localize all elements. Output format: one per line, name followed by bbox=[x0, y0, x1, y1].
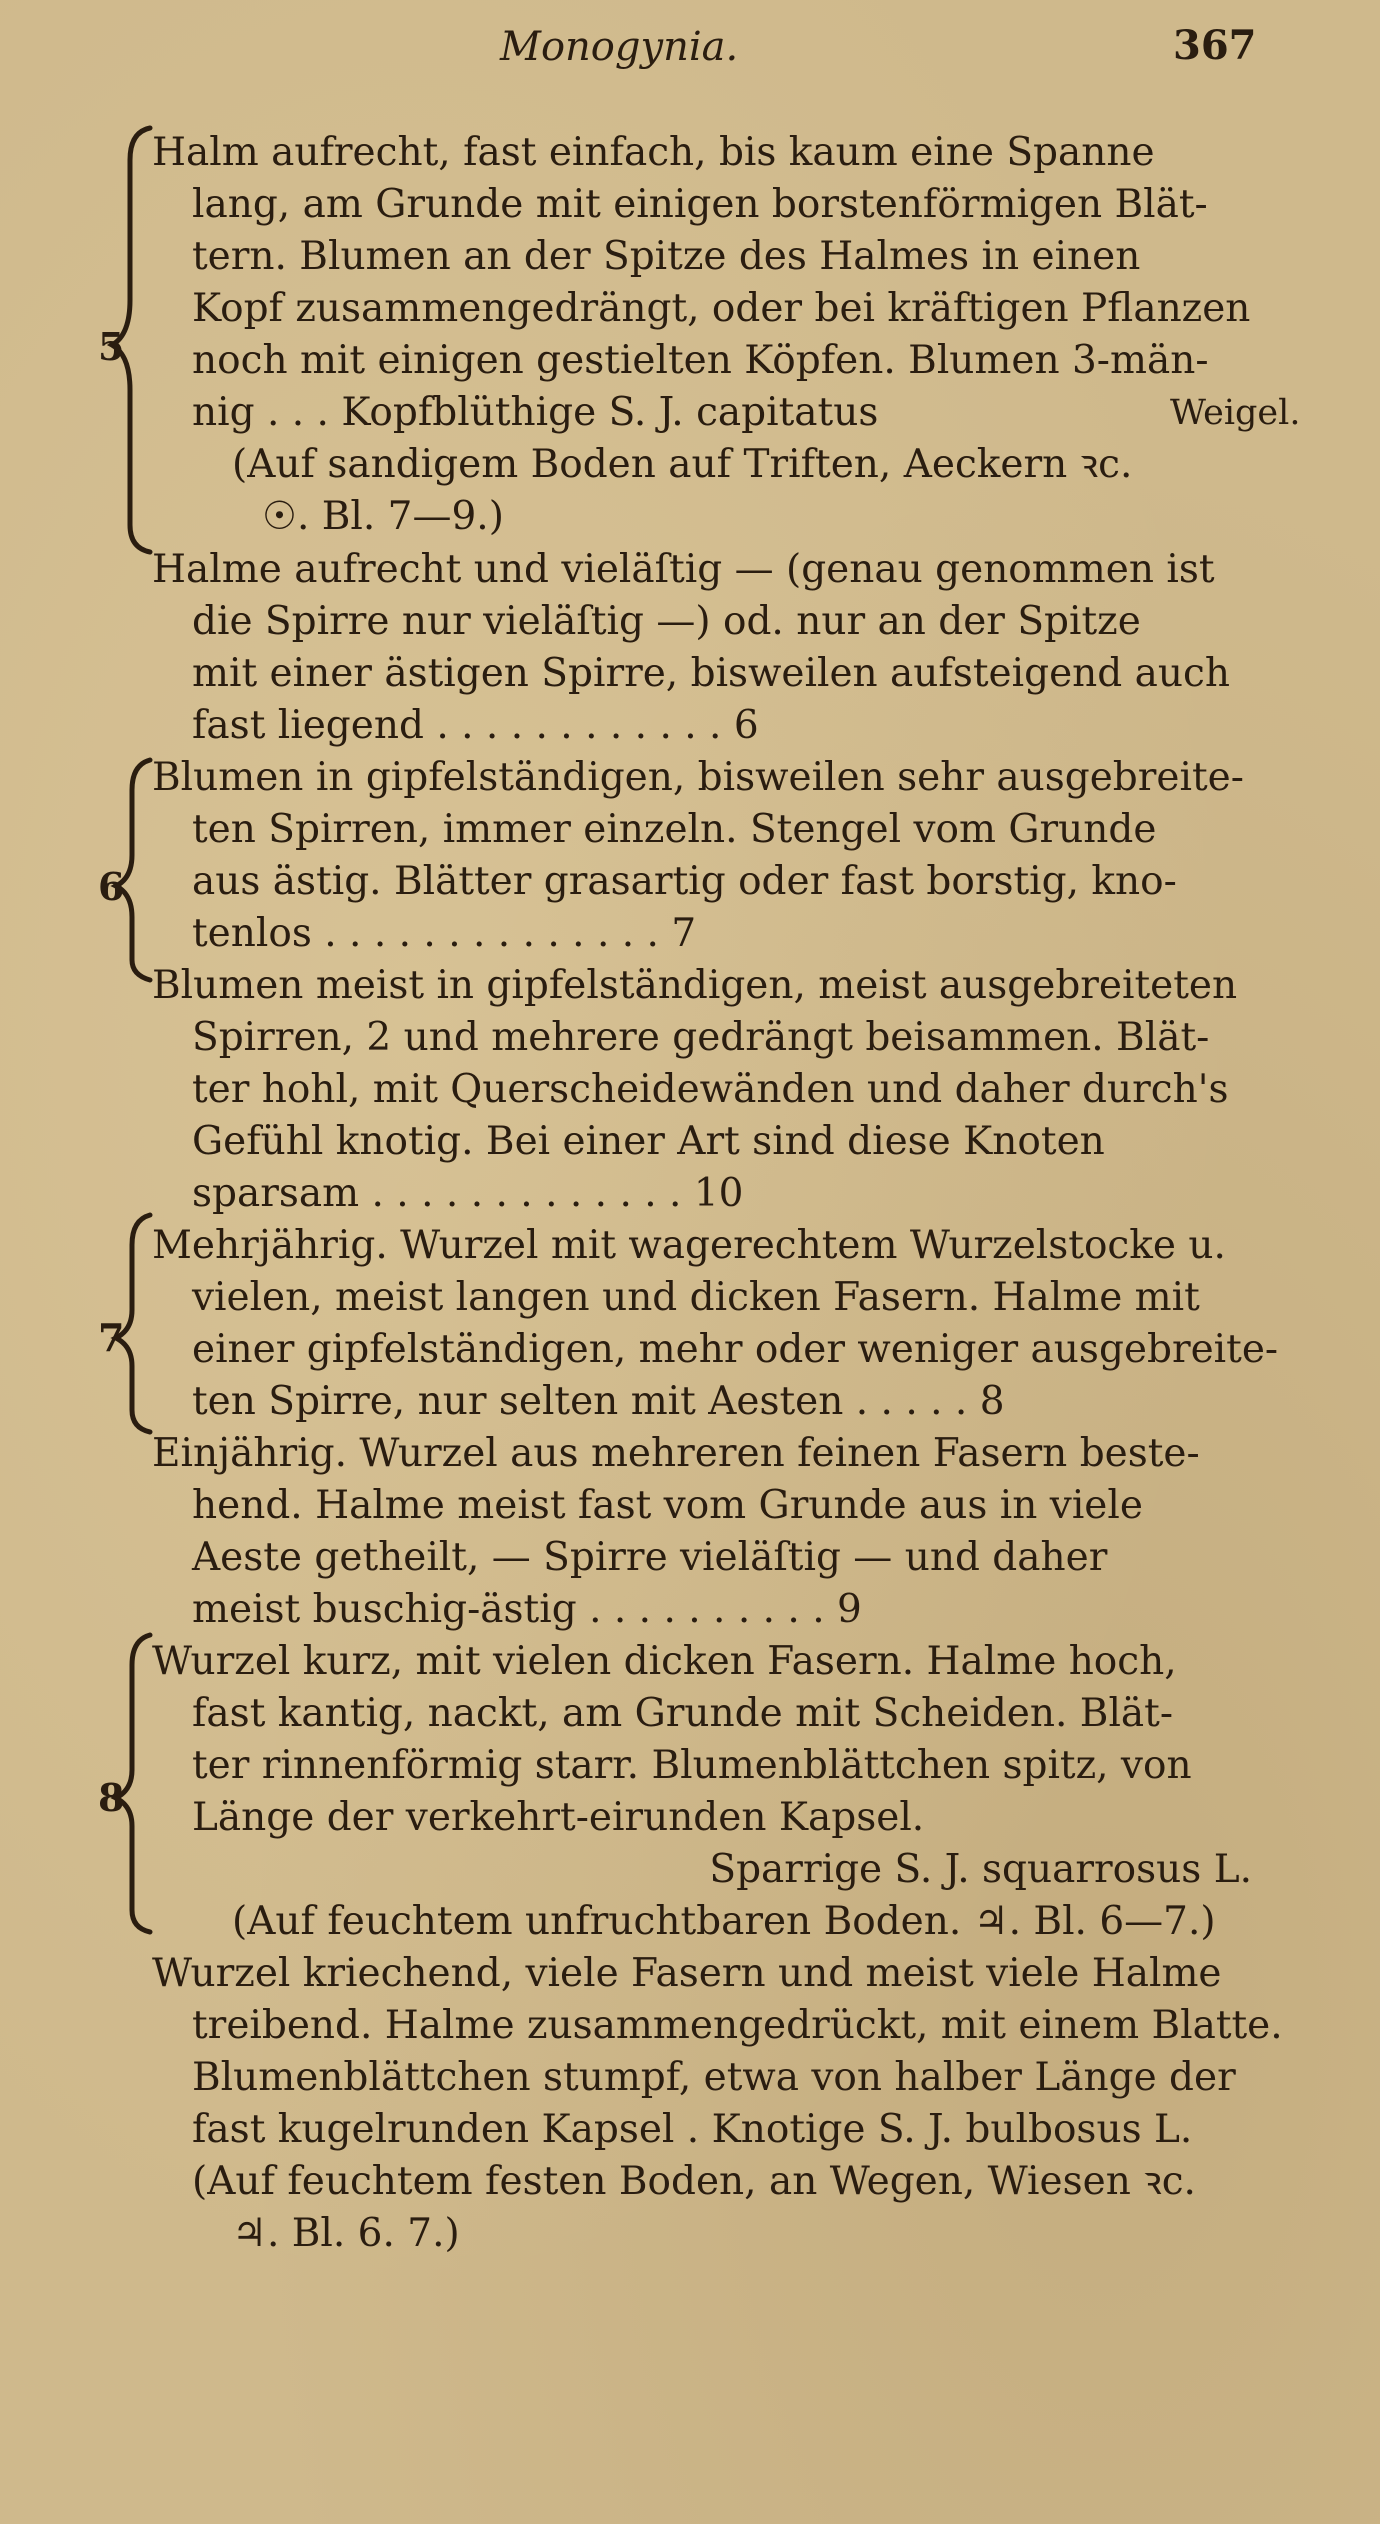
page-number: 367 bbox=[1173, 22, 1257, 69]
text-line: Blumen meist in gipfelständigen, meist ausgebreiteten bbox=[152, 963, 1238, 1008]
text-line: aus ästig. Blätter grasartig oder fast borstig, kno- bbox=[192, 859, 1177, 904]
text-line: Blumenblättchen stumpf, etwa von halber Länge der bbox=[192, 2055, 1236, 2100]
text-line: Länge der verkehrt-eirunden Kapsel. bbox=[192, 1795, 925, 1840]
author-abbreviation: Weigel. bbox=[1170, 393, 1301, 433]
text-line: die Spirre nur vieläſtig —) od. nur an der Spitze bbox=[192, 599, 1141, 644]
text-line: tern. Blumen an der Spitze des Halmes in einen bbox=[192, 234, 1141, 279]
text-line: ten Spirren, immer einzeln. Stengel vom Grunde bbox=[192, 807, 1157, 852]
text-line: Spirren, 2 und mehrere gedrängt beisammen. Blät- bbox=[192, 1015, 1210, 1060]
running-title: Monogynia. bbox=[500, 24, 739, 70]
text-line: sparsam . . . . . . . . . . . . . 10 bbox=[192, 1171, 744, 1216]
text-line: Blumen in gipfelständigen, bisweilen sehr ausgebreite- bbox=[152, 755, 1244, 800]
text-line: mit einer ästigen Spirre, bisweilen aufsteigend auch bbox=[192, 651, 1230, 696]
text-line: hend. Halme meist fast vom Grunde aus in viele bbox=[192, 1483, 1143, 1528]
text-line: noch mit einigen gestielten Köpfen. Blumen 3-män- bbox=[192, 338, 1209, 383]
text-line: Halme aufrecht und vieläſtig — (genau genommen ist bbox=[152, 547, 1215, 592]
text-line: fast liegend . . . . . . . . . . . . 6 bbox=[192, 703, 759, 748]
text-line: Einjährig. Wurzel aus mehreren feinen Fasern beste- bbox=[152, 1431, 1200, 1476]
group-number-5: 5 bbox=[98, 324, 125, 369]
text-line: ten Spirre, nur selten mit Aesten . . . . . 8 bbox=[192, 1379, 1005, 1424]
group-number-8: 8 bbox=[98, 1775, 125, 1820]
text-line: Aeste getheilt, — Spirre vieläſtig — und daher bbox=[192, 1535, 1108, 1580]
text-line: Wurzel kriechend, viele Fasern und meist viele Halme bbox=[152, 1951, 1222, 1996]
text-line: Kopf zusammengedrängt, oder bei kräftigen Pflanzen bbox=[192, 286, 1251, 331]
text-line: ☉. Bl. 7—9.) bbox=[262, 494, 504, 539]
text-line: (Auf sandigem Boden auf Triften, Aeckern ꝛc. bbox=[232, 442, 1133, 487]
group-number-6: 6 bbox=[98, 864, 125, 909]
text-line: Wurzel kurz, mit vielen dicken Fasern. Halme hoch, bbox=[152, 1639, 1177, 1684]
text-line: (Auf feuchtem festen Boden, an Wegen, Wiesen ꝛc. bbox=[192, 2159, 1196, 2204]
text-line: (Auf feuchtem unfruchtbaren Boden. ♃. Bl. 6—7.) bbox=[232, 1899, 1216, 1944]
text-line: fast kantig, nackt, am Grunde mit Scheiden. Blät- bbox=[192, 1691, 1174, 1736]
text-line: Halm aufrecht, fast einfach, bis kaum eine Spanne bbox=[152, 130, 1155, 175]
text-line: Mehrjährig. Wurzel mit wagerechtem Wurzelstocke u. bbox=[152, 1223, 1226, 1268]
group-number-7: 7 bbox=[98, 1315, 125, 1360]
text-line: ♃. Bl. 6. 7.) bbox=[232, 2211, 460, 2256]
text-line: fast kugelrunden Kapsel . Knotige S. J. bulbosus L. bbox=[192, 2107, 1193, 2152]
text-line: lang, am Grunde mit einigen borstenförmigen Blät- bbox=[192, 182, 1208, 227]
text-line: meist buschig-ästig . . . . . . . . . . 9 bbox=[192, 1587, 862, 1632]
text-line: nig . . . Kopfblüthige S. J. capitatus bbox=[192, 390, 879, 435]
text-line: ter rinnenförmig starr. Blumenblättchen spitz, von bbox=[192, 1743, 1192, 1788]
text-line: ter hohl, mit Querscheidewänden und daher durch's bbox=[192, 1067, 1229, 1112]
text-line: tenlos . . . . . . . . . . . . . . 7 bbox=[192, 911, 697, 956]
text-line: vielen, meist langen und dicken Fasern. Halme mit bbox=[192, 1275, 1200, 1320]
text-line: Gefühl knotig. Bei einer Art sind diese Knoten bbox=[192, 1119, 1105, 1164]
text-line: einer gipfelständigen, mehr oder weniger ausgebreite- bbox=[192, 1327, 1279, 1372]
text-line: treibend. Halme zusammengedrückt, mit einem Blatte. bbox=[192, 2003, 1283, 2048]
text-line: Sparrige S. J. squarrosus L. bbox=[709, 1847, 1252, 1892]
